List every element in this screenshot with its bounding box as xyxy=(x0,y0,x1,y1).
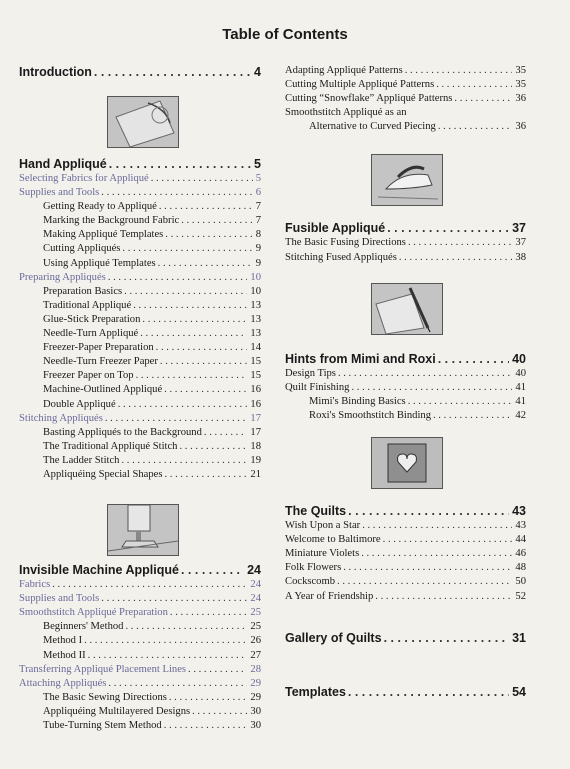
dot-leader xyxy=(348,684,509,700)
toc-entry[interactable] xyxy=(285,561,526,575)
dot-leader xyxy=(164,468,247,482)
dot-leader xyxy=(348,503,509,519)
dot-leader xyxy=(88,649,248,663)
section-title: Introduction xyxy=(19,65,92,79)
toc-entry[interactable] xyxy=(19,172,261,186)
page-number: 13 xyxy=(250,299,261,311)
toc-entry[interactable] xyxy=(19,426,261,440)
dot-leader xyxy=(454,92,512,106)
page-number: 14 xyxy=(250,342,261,354)
entry-title: Supplies and Tools xyxy=(19,187,100,199)
dot-leader xyxy=(159,200,253,214)
entry-title: Machine-Outlined Appliqué xyxy=(43,384,163,396)
page-number: 25 xyxy=(250,607,261,619)
page-number: 7 xyxy=(255,201,261,213)
toc-section-the-quilts[interactable] xyxy=(285,503,526,519)
toc-entry[interactable] xyxy=(19,705,261,719)
page-number: 48 xyxy=(515,562,526,574)
dot-leader xyxy=(338,367,512,381)
page-number: 40 xyxy=(515,367,526,379)
toc-right-column xyxy=(285,64,526,700)
toc-entry[interactable] xyxy=(285,519,526,533)
page-number: 16 xyxy=(250,384,261,396)
dot-leader xyxy=(133,299,247,313)
entry-title: Traditional Appliqué xyxy=(43,299,132,311)
toc-entry[interactable] xyxy=(285,590,526,604)
page-number: 17 xyxy=(250,426,261,438)
dot-leader xyxy=(181,562,244,578)
toc-section-hand-applique[interactable] xyxy=(19,156,261,172)
dot-leader xyxy=(121,454,247,468)
hand-applique-illustration xyxy=(107,96,179,148)
toc-section-introduction[interactable] xyxy=(19,64,261,80)
entry-title: Method I xyxy=(43,635,83,647)
dot-leader xyxy=(142,313,247,327)
entry-title: Freezer-Paper Preparation xyxy=(43,342,154,354)
entry-title: Preparing Appliqués xyxy=(19,271,106,283)
entry-title: Cockscomb xyxy=(285,576,336,588)
toc-entry[interactable] xyxy=(19,257,261,271)
dot-leader xyxy=(124,285,247,299)
dot-leader xyxy=(156,341,248,355)
entry-title: Getting Ready to Appliqué xyxy=(43,201,157,213)
entry-title: The Basic Fusing Directions xyxy=(285,237,406,249)
toc-entry[interactable] xyxy=(19,454,261,468)
toc-entry[interactable] xyxy=(19,412,261,426)
page-number: 26 xyxy=(250,635,261,647)
entry-title: The Ladder Stitch xyxy=(43,454,120,466)
dot-leader xyxy=(438,351,509,367)
dot-leader xyxy=(108,271,248,285)
page-number: 31 xyxy=(512,630,526,645)
dot-leader xyxy=(140,327,247,341)
page-number: 41 xyxy=(515,381,526,393)
entry-title: Needle-Turn Appliqué xyxy=(43,328,139,340)
page-number: 36 xyxy=(515,121,526,133)
dot-leader xyxy=(164,719,248,733)
entry-title: Freezer Paper on Top xyxy=(43,370,134,382)
toc-entry[interactable] xyxy=(285,78,526,92)
entry-title: Mimi's Binding Basics xyxy=(309,395,406,407)
page-title: Table of Contents xyxy=(222,26,348,43)
entry-title: Appliquéing Special Shapes xyxy=(43,468,163,480)
page-number: 44 xyxy=(515,534,526,546)
dot-leader xyxy=(343,561,512,575)
dot-leader xyxy=(351,381,512,395)
entry-title: The Basic Sewing Directions xyxy=(43,691,167,703)
entry-title: Stitching Fused Appliqués xyxy=(285,251,397,263)
dot-leader xyxy=(375,590,512,604)
page-number: 37 xyxy=(515,237,526,249)
toc-entry[interactable] xyxy=(19,299,261,313)
dot-leader xyxy=(160,355,247,369)
dot-leader xyxy=(181,214,252,228)
entry-title: Basting Appliqués to the Background xyxy=(43,426,202,438)
dot-leader xyxy=(408,395,513,409)
page-number: 29 xyxy=(250,677,261,689)
toc-entry[interactable] xyxy=(285,533,526,547)
page-number: 4 xyxy=(254,65,261,79)
entry-title: Design Tips xyxy=(285,367,336,379)
entry-title: The Traditional Appliqué Stitch xyxy=(43,440,178,452)
toc-entry[interactable] xyxy=(19,620,261,634)
dot-leader xyxy=(109,156,251,172)
toc-entry[interactable] xyxy=(285,64,526,78)
toc-entry[interactable] xyxy=(285,251,526,265)
dot-leader xyxy=(438,120,513,134)
toc-entry[interactable] xyxy=(285,381,526,395)
page-number: 28 xyxy=(250,663,261,675)
page-number: 7 xyxy=(255,215,261,227)
dot-leader xyxy=(108,677,247,691)
entry-title: Method II xyxy=(43,649,86,661)
page-number: 24 xyxy=(250,593,261,605)
toc-entry[interactable] xyxy=(285,120,526,134)
page-number: 43 xyxy=(515,520,526,532)
dot-leader xyxy=(204,426,248,440)
toc-entry[interactable] xyxy=(285,547,526,561)
pencil-marking-illustration xyxy=(371,283,443,335)
section-title: Hints from Mimi and Roxi xyxy=(285,351,436,366)
toc-entry[interactable] xyxy=(19,313,261,327)
entry-title: Tube-Turning Stem Method xyxy=(43,720,162,731)
dot-leader xyxy=(136,369,248,383)
page-number: 40 xyxy=(512,351,526,366)
dot-leader xyxy=(179,440,247,454)
page-number: 13 xyxy=(250,313,261,325)
toc-entry[interactable] xyxy=(19,606,261,620)
dot-leader xyxy=(105,412,248,426)
page-number: 41 xyxy=(515,395,526,407)
toc-entry[interactable] xyxy=(19,355,261,369)
page-number: 5 xyxy=(255,173,261,184)
toc-entry[interactable] xyxy=(19,649,261,663)
dot-leader xyxy=(192,705,247,719)
toc-entry[interactable] xyxy=(19,228,261,242)
dot-leader xyxy=(122,242,252,256)
entry-title: Supplies and Tools xyxy=(19,593,100,605)
dot-leader xyxy=(94,64,251,80)
entry-title: Double Appliqué xyxy=(43,398,116,410)
entry-title: Marking the Background Fabric xyxy=(43,215,180,227)
toc-entry[interactable] xyxy=(19,383,261,397)
entry-title: A Year of Friendship xyxy=(285,590,374,602)
dot-leader xyxy=(433,409,512,423)
entry-title: Stitching Appliqués xyxy=(19,412,103,424)
dot-leader xyxy=(337,575,512,589)
entry-title: Adapting Appliqué Patterns xyxy=(285,65,403,76)
page-number: 17 xyxy=(250,412,261,424)
page-number: 50 xyxy=(515,576,526,588)
section-title: Fusible Appliqué xyxy=(285,221,386,236)
toc-section-gallery-of-quilts[interactable] xyxy=(285,630,526,646)
page-number: 42 xyxy=(515,409,526,421)
section-title: Gallery of Quilts xyxy=(285,630,382,645)
entry-title: Using Appliqué Templates xyxy=(43,257,156,269)
dot-leader xyxy=(408,236,512,250)
page-number: 35 xyxy=(515,79,526,91)
dot-leader xyxy=(151,172,253,186)
entry-title: Miniature Violets xyxy=(285,548,360,560)
toc-entry[interactable] xyxy=(19,200,261,214)
page-number: 25 xyxy=(250,621,261,633)
section-title: Invisible Machine Appliqué xyxy=(19,563,179,578)
entry-title: Glue-Stick Preparation xyxy=(43,313,141,325)
dot-leader xyxy=(362,519,512,533)
dot-leader xyxy=(361,547,512,561)
iron-illustration xyxy=(371,154,443,206)
section-title: Templates xyxy=(285,684,346,699)
toc-entry[interactable] xyxy=(285,92,526,106)
page-number: 24 xyxy=(247,563,261,578)
entry-title: Transferring Appliqué Placement Lines xyxy=(19,663,187,675)
toc-entry[interactable] xyxy=(285,575,526,589)
toc-entry[interactable] xyxy=(19,398,261,412)
page-number: 54 xyxy=(512,684,526,699)
page-number: 15 xyxy=(250,370,261,382)
toc-entry[interactable] xyxy=(19,186,261,200)
toc-entry[interactable] xyxy=(19,468,261,482)
dot-leader xyxy=(387,220,509,236)
entry-title: Wish Upon a Star xyxy=(285,520,361,532)
toc-entry[interactable] xyxy=(19,634,261,648)
entry-title: Making Appliqué Templates xyxy=(43,229,164,241)
entry-title: Cutting Appliqués xyxy=(43,243,121,255)
toc-entry[interactable] xyxy=(19,271,261,285)
page-number: 9 xyxy=(255,257,261,269)
dot-leader xyxy=(118,398,248,412)
dot-leader xyxy=(405,64,513,78)
dot-leader xyxy=(52,578,247,592)
toc-entry[interactable] xyxy=(19,691,261,705)
page-number: 18 xyxy=(250,440,261,452)
page-number: 37 xyxy=(512,221,526,236)
entry-title: Preparation Basics xyxy=(43,285,123,297)
dot-leader xyxy=(188,663,247,677)
toc-section-invisible-machine-applique[interactable] xyxy=(19,562,261,578)
page-number: 43 xyxy=(512,504,526,519)
dot-leader xyxy=(436,78,512,92)
dot-leader xyxy=(165,228,252,242)
dot-leader xyxy=(383,533,513,547)
toc-entry[interactable] xyxy=(19,341,261,355)
page-number: 30 xyxy=(250,705,261,717)
toc-entry[interactable] xyxy=(285,395,526,409)
toc-section-fusible-applique[interactable] xyxy=(285,220,526,236)
entry-title: Smoothstitch Appliqué as an xyxy=(285,107,407,119)
section-title: Hand Appliqué xyxy=(19,157,107,171)
dot-leader xyxy=(158,257,253,271)
dot-leader xyxy=(101,592,247,606)
entry-title: Smoothstitch Appliqué Preparation xyxy=(19,607,168,619)
toc-entry[interactable] xyxy=(285,409,526,423)
entry-title: Alternative to Curved Piecing xyxy=(309,121,436,133)
section-title: The Quilts xyxy=(285,504,347,519)
toc-section-hints[interactable] xyxy=(285,351,526,367)
toc-entry[interactable] xyxy=(285,236,526,250)
dot-leader xyxy=(164,383,247,397)
entry-title: Fabrics xyxy=(19,579,51,591)
dot-leader xyxy=(399,251,513,265)
page-number: 30 xyxy=(250,720,261,731)
entry-title: Roxi's Smoothstitch Binding xyxy=(309,409,431,421)
entry-title: Quilt Finishing xyxy=(285,381,350,393)
sewing-machine-illustration xyxy=(107,504,179,556)
entry-title: Folk Flowers xyxy=(285,562,342,574)
toc-entry[interactable] xyxy=(19,327,261,341)
page-number: 6 xyxy=(255,187,261,199)
page-number: 35 xyxy=(515,65,526,76)
toc-entry[interactable] xyxy=(19,592,261,606)
page-number: 38 xyxy=(515,251,526,263)
page-number: 24 xyxy=(250,579,261,591)
page-number: 5 xyxy=(254,157,261,171)
entry-title: Attaching Appliqués xyxy=(19,677,107,689)
page-number: 52 xyxy=(515,590,526,602)
entry-title: Welcome to Baltimore xyxy=(285,534,381,546)
dot-leader xyxy=(101,186,252,200)
toc-entry[interactable] xyxy=(19,719,261,733)
entry-title: Appliquéing Multilayered Designs xyxy=(43,705,191,717)
entry-title: Cutting “Snowflake” Appliqué Patterns xyxy=(285,93,453,105)
page-number: 19 xyxy=(250,454,261,466)
page-number: 46 xyxy=(515,548,526,560)
heart-block-illustration xyxy=(371,437,443,489)
dot-leader xyxy=(84,634,247,648)
dot-leader xyxy=(169,691,248,705)
toc-entry[interactable] xyxy=(19,369,261,383)
toc-entry-line xyxy=(285,106,526,120)
page-number: 27 xyxy=(250,649,261,661)
toc-entry[interactable] xyxy=(19,440,261,454)
page-number: 29 xyxy=(250,691,261,703)
dot-leader xyxy=(384,630,510,646)
toc-entry[interactable] xyxy=(19,663,261,677)
page-number: 21 xyxy=(250,468,261,480)
toc-entry[interactable] xyxy=(19,578,261,592)
toc-entry[interactable] xyxy=(19,677,261,691)
toc-entry[interactable] xyxy=(19,214,261,228)
entry-title: Beginners' Method xyxy=(43,621,124,633)
page-number: 10 xyxy=(250,271,261,283)
page-number: 16 xyxy=(250,398,261,410)
page-number: 15 xyxy=(250,356,261,368)
page-number: 13 xyxy=(250,328,261,340)
page-number: 10 xyxy=(250,285,261,297)
entry-title: Cutting Multiple Appliqué Patterns xyxy=(285,79,435,91)
toc-left-column xyxy=(19,64,261,733)
toc-entry[interactable] xyxy=(285,367,526,381)
toc-entry[interactable] xyxy=(19,285,261,299)
dot-leader xyxy=(125,620,247,634)
toc-entry[interactable] xyxy=(19,242,261,256)
toc-section-templates[interactable] xyxy=(285,684,526,700)
dot-leader xyxy=(170,606,248,620)
entry-title: Needle-Turn Freezer Paper xyxy=(43,356,158,368)
entry-title: Selecting Fabrics for Appliqué xyxy=(19,173,149,184)
page-number: 9 xyxy=(255,243,261,255)
page-number: 36 xyxy=(515,93,526,105)
page-number: 8 xyxy=(255,229,261,241)
